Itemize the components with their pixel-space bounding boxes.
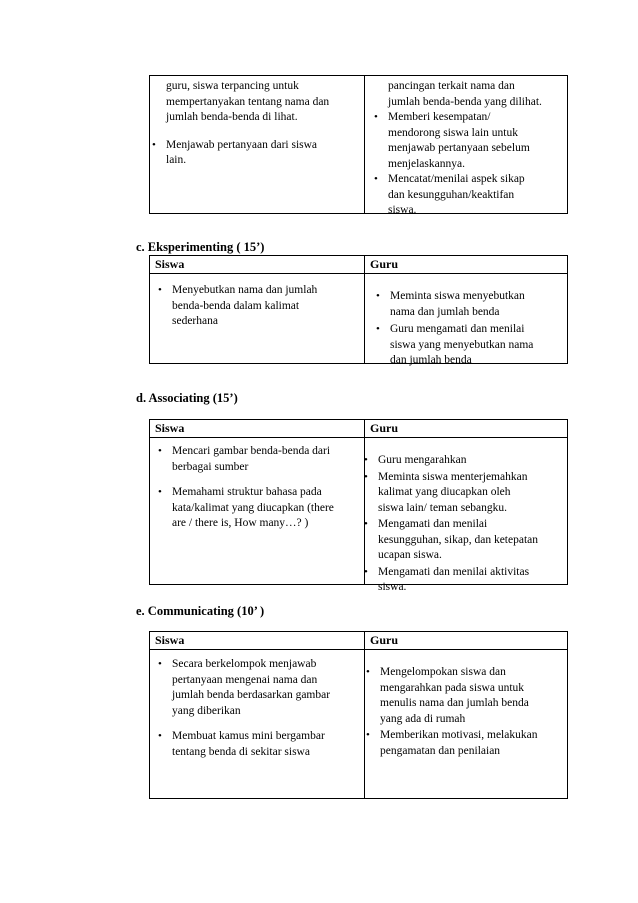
table-e-header-siswa: Siswa xyxy=(155,633,185,647)
text-line: yang diberikan xyxy=(172,704,241,717)
list-item xyxy=(366,665,568,727)
text-line: kesungguhan, sikap, dan ketepatan xyxy=(378,533,538,546)
section-d-title: d. Associating (15’) xyxy=(136,391,238,405)
text-line: tentang benda di sekitar siswa xyxy=(172,745,310,758)
text-line: Menyebutkan nama dan jumlah xyxy=(172,284,318,296)
text-line: pertanyaan mengenai nama dan xyxy=(172,673,318,686)
text-line: mempertanyakan tentang nama dan xyxy=(166,95,330,108)
text-line: ucapan siswa. xyxy=(378,549,442,561)
table-c xyxy=(149,255,568,364)
table-top xyxy=(149,75,568,214)
bullet-icon: • xyxy=(366,729,370,741)
top-siswa-col xyxy=(152,76,356,213)
list-item xyxy=(152,138,356,169)
table-d-header-guru: Guru xyxy=(370,421,399,435)
bullet-icon: • xyxy=(158,445,162,457)
text-line: Mengelompokan siswa dan xyxy=(380,666,506,678)
list-item xyxy=(364,470,568,517)
list-item xyxy=(158,283,360,330)
text-line: guru, siswa terpancing untuk xyxy=(166,80,299,92)
text-line: are / there is, How many…? ) xyxy=(172,517,309,529)
bullet-icon: • xyxy=(152,138,156,151)
text-line: menulis nama dan jumlah benda xyxy=(380,697,529,709)
text-line: Guru mengamati dan menilai xyxy=(390,323,525,335)
top-guru-list xyxy=(374,110,568,219)
text-line: Mencatat/menilai aspek sikap xyxy=(388,173,525,185)
bullet-icon: • xyxy=(376,323,380,335)
table-e xyxy=(149,631,568,799)
bullet-icon: • xyxy=(364,454,368,466)
c-siswa-list xyxy=(158,283,360,330)
list-item xyxy=(364,565,568,596)
text-line: Menjawab pertanyaan dari siswa xyxy=(166,138,318,151)
e-siswa-list xyxy=(158,657,362,760)
bullet-icon: • xyxy=(376,290,380,302)
table-d-header-siswa: Siswa xyxy=(155,421,185,435)
text-line: dan kesungguhan/keaktifan xyxy=(388,188,515,201)
text-line: Guru mengarahkan xyxy=(378,454,467,466)
text-line: mengarahkan pada siswa untuk xyxy=(380,681,525,694)
text-line: Mengamati dan menilai xyxy=(378,518,488,530)
section-c-title: c. Eksperimenting ( 15’) xyxy=(136,240,265,254)
bullet-icon: • xyxy=(158,486,162,498)
text-line: menjawab pertanyaan sebelum xyxy=(388,142,530,154)
bullet-icon: • xyxy=(374,173,378,185)
text-line: sederhana xyxy=(172,315,218,327)
table-e-header-guru: Guru xyxy=(370,633,399,647)
bullet-icon: • xyxy=(364,470,368,483)
text-line: jumlah benda berdasarkan gambar xyxy=(172,689,331,701)
text-line: pancingan terkait nama dan xyxy=(388,80,515,92)
text-line: berbagai sumber xyxy=(172,460,249,473)
list-item xyxy=(364,453,568,469)
bullet-icon: • xyxy=(158,284,162,296)
text-line: kata/kalimat yang diucapkan (there xyxy=(172,501,334,514)
top-siswa-cont xyxy=(166,79,356,126)
text-line: Memahami struktur bahasa pada xyxy=(172,486,322,498)
top-siswa-list xyxy=(152,138,356,169)
text-line: Memberi kesempatan/ xyxy=(388,111,491,123)
text-line: jumlah benda-benda di lihat. xyxy=(166,111,298,123)
table-c-header-guru: Guru xyxy=(370,257,399,271)
text-line: menjelaskannya. xyxy=(388,157,465,170)
list-item xyxy=(158,444,362,475)
section-e-title: e. Communicating (10’ ) xyxy=(136,604,265,618)
list-item xyxy=(158,657,362,719)
list-item xyxy=(158,729,362,760)
bullet-icon: • xyxy=(158,730,162,742)
text-line: Meminta siswa menterjemahkan xyxy=(378,470,528,483)
list-item xyxy=(376,322,568,369)
top-guru-col xyxy=(374,76,568,216)
text-line: Membuat kamus mini bergambar xyxy=(172,730,325,742)
text-line: dan jumlah benda xyxy=(390,354,472,366)
list-item xyxy=(374,110,568,172)
bullet-icon: • xyxy=(374,111,378,123)
text-line: pengamatan dan penilaian xyxy=(380,744,501,757)
d-siswa-list xyxy=(158,444,362,532)
bullet-icon: • xyxy=(158,658,162,670)
text-line: Memberikan motivasi, melakukan xyxy=(380,729,538,741)
table-d xyxy=(149,419,568,593)
c-guru-list xyxy=(376,289,568,369)
text-line: nama dan jumlah benda xyxy=(390,305,500,318)
list-item xyxy=(158,485,362,532)
text-line: siswa lain/ teman sebangku. xyxy=(378,501,508,514)
text-line: Meminta siswa menyebutkan xyxy=(390,290,525,302)
text-line: jumlah benda-benda yang dilihat. xyxy=(388,95,542,108)
d-guru-list xyxy=(364,453,568,596)
text-line: mendorong siswa lain untuk xyxy=(388,126,518,139)
list-item xyxy=(366,728,568,759)
text-line: siswa. xyxy=(378,581,407,593)
bullet-icon: • xyxy=(364,518,368,530)
table-c-header-siswa: Siswa xyxy=(155,257,185,271)
text-line: siswa. xyxy=(388,204,417,216)
e-guru-list xyxy=(366,665,568,759)
text-line: siswa yang menyebutkan nama xyxy=(390,338,534,351)
bullet-icon: • xyxy=(364,565,368,578)
list-item xyxy=(374,172,568,219)
text-line: yang ada di rumah xyxy=(380,712,466,725)
text-line: kalimat yang diucapkan oleh xyxy=(378,486,511,498)
list-item xyxy=(376,289,568,320)
list-item xyxy=(364,517,568,564)
text-line: benda-benda dalam kalimat xyxy=(172,299,300,312)
bullet-icon: • xyxy=(366,666,370,678)
top-guru-cont xyxy=(388,79,568,110)
text-line: Secara berkelompok menjawab xyxy=(172,658,317,670)
text-line: Mengamati dan menilai aktivitas xyxy=(378,565,530,578)
text-line: lain. xyxy=(166,154,187,166)
text-line: Mencari gambar benda-benda dari xyxy=(172,445,331,457)
